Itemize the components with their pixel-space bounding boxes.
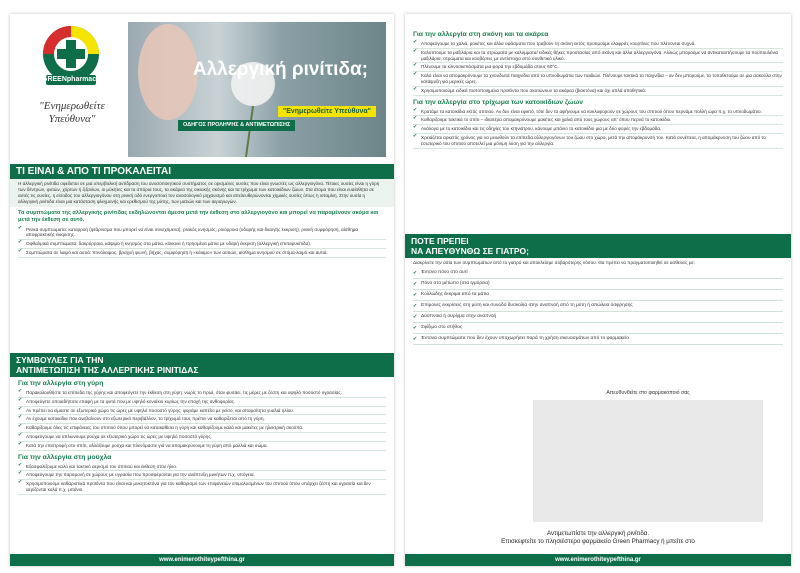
list-item: ✔ Καλύπτουμε τα μαξιλάρια και τα στρώματα με καλύμματα/ ειδικές θήκες προστασίας από σκόνη και άλλα αλλεργιογόνα. Αλλιώς μπορούμε να αντικαταστήσουμε τα πουπουλένια μαξιλάρια, στρώματα και κουβέρτες με αντίστοιχα από συνθετικό υλικό. xyxy=(413,49,783,64)
guide-label: ΟΔΗΓΟΣ ΠΡΟΛΗΨΗΣ & ΑΝΤΙΜΕΤΩΠΙΣΗΣ xyxy=(178,120,295,131)
logo-text: GREENpharmacy xyxy=(42,76,100,83)
hero-banner xyxy=(128,22,386,157)
list-item: ✔ Εξασφαλίζουμε καλό και τακτικό αερισμό του σπιτιού και έκθεση στον ήλιο. xyxy=(18,463,386,472)
hero-badge: "Ενημερωθείτε Υπεύθυνα" xyxy=(278,106,376,117)
list-item: ✔ Αποφεύγουμε την παραμονή σε χώρους με υγρασία που προσφέρονται για την ανάπτυξη μυκήτων π.χ. υπόγεια. xyxy=(18,471,386,480)
list-item: ✔ Επίμονες εκκρίσεις στη μύτη και συνοδό δυσκολία στην αναπνοή από τη μύτη ή απώλεια όσφρησης xyxy=(413,301,783,312)
dust-heading: Για την αλλεργία στη σκόνη και τα ακάρεα xyxy=(413,31,549,38)
list-item: ✔ Πόνο στο μέτωπο (στα ιγμόρεια) xyxy=(413,279,783,290)
list-item: ✔ Χρησιμοποιούμε ειδικά πιστοποιημένα προϊόντα που σκοτώνουν τα ακάρεα (βιοκτόνα) και όχι απλά αποθητικά. xyxy=(413,87,783,96)
pollen-list xyxy=(10,389,394,451)
list-item: ✔ Έντονα συμπτώματα που δεν έχουν υποχωρήσει παρά τη χρήση σκευασμάτων από το φαρμακείο xyxy=(413,334,783,345)
list-item: ✔ Ρινικά συμπτώματα: καταρροή (φτάρνισμα που μπορεί να είναι συνεχόμενα), ρινικός κνησμός, ρινόρροια (υδαρής και διαυγής έκκριση), ρινική συμφόρηση, αίσθημα αποφρακτικής έκκρισης. xyxy=(18,226,386,241)
list-item: ✔ Οφθαλμικά συμπτώματα: δακρύρροια, κάψιμο ή κνησμός στα μάτια, κόκκινα ή πρησμένα μάτια με υδαρή έκκριση (αλλεργική επιπεφυκίτιδα). xyxy=(18,240,386,249)
list-item: ✔ Αν έχουμε κατοικίδια που ανεβαίνουν στο εξωτερικό περιβάλλον, το τρίχωμά τους πρέπει να καθαρίζεται από τη γύρη. xyxy=(18,415,386,424)
list-item: ✔ Αν πρέπει να είμαστε σε εξωτερικό χώρο τις ώρες με υψηλό ποσοστό γύρης, φοράμε καπέλο με γείσο, και απαραίτητα γυαλιά ηλίου. xyxy=(18,407,386,416)
hero-title: Αλλεργική ρινίτιδα; xyxy=(192,59,368,80)
footer-url[interactable]: www.enimerothiteypefthina.gr xyxy=(405,554,791,566)
doctor-heading: ΠΟΤΕ ΠΡΕΠΕΙ ΝΑ ΑΠΕΥΘΥΝΘΩ ΣΕ ΓΙΑΤΡΟ; xyxy=(405,234,791,258)
list-item: ✔ Έντονο πόνο στο αυτί xyxy=(413,268,783,279)
dandelion-illustration xyxy=(128,22,386,157)
pets-heading: Για την αλλεργία στο τρίχωμα των κατοικίδιων ζώων xyxy=(413,98,583,106)
pharmacy-stamp-box xyxy=(533,400,763,522)
list-item: ✔ Παρακολουθήστε τα επίπεδα της γύρης και αποφεύγετε την έκθεση στη γύρη: νωρίς το πρωί, όταν φυσάει, τις μέρες με ζέστη και υψηλό ποσοστό υγρασίας. xyxy=(18,389,386,398)
symptoms-heading: Τα συμπτώματα της αλλεργικής ρινίτιδας εκδηλώνονται άμεσα μετά την έκθεση στο αλλεργιογόνο και μπορεί να παραμένουν ακόμα και μετά την έκθεση σε αυτό. xyxy=(18,210,379,223)
pharmacy-label: Απευθυνθείτε στο φαρμακοποιό σας xyxy=(606,390,690,396)
footer-url[interactable]: www.enimerothiteypefthina.gr xyxy=(10,554,394,566)
advice-section xyxy=(10,353,394,495)
list-item: ✔ Δύσπνοια ή συρίγμα στην αναπνοή xyxy=(413,312,783,323)
pets-list xyxy=(405,108,791,149)
list-item: ✔ Αποφεύγετε οποιαδήποτε επαφή με τα φυτά που με υψηλό κονιάκιο κυρίως την εποχή της ανθοφορίας. xyxy=(18,398,386,407)
doctor-section xyxy=(405,234,791,345)
list-item: ✔ Καθαρίζουμε όλες τις επιφάνειες του σπιτιού όπου μπορεί να κατακαθίσει η γύρη και καθαρίζουμε καλά και μακέτες με ηλεκτρική σκούπα. xyxy=(18,424,386,433)
list-item: ✔ Χρειάζεται αρκετός χρόνος για να μειωθούν τα επίπεδα αλλεργιογόνων του ζώου στο χώρο, μετά την απομάκρυνσή του. Κατά συνέπεια, η απομάκρυνση του ζώου από το εσωτερικό του σπιτιού αποτελεί μια μόνιμη λύση για την αλλεργία. xyxy=(413,134,783,149)
list-item: ✔ Ανάλογα με το κατοικίδιο και τις οδηγίες του κτηνιάτρου, κάνουμε μπάνιο το κατοικίδιο μια με δύο φορές την εβδομάδα. xyxy=(413,125,783,134)
list-item: ✔ Κρατάμε τα κατοικίδια εκτός σπιτιού. Αν δεν είναι εφικτό, τότε δεν τα αφήνουμε να κυκλοφορούν σε χώρους του σπιτιού όπου περνάμε πολλή ώρα π.χ. το υπνοδωμάτιο. xyxy=(413,108,783,117)
pollen-heading: Για την αλλεργία στη γύρη xyxy=(18,380,104,387)
list-item: ✔ Πλένουμε τα κλινοσκεπάσματα μια φορά την εβδομάδα στους 60°C. xyxy=(413,63,783,72)
dust-section xyxy=(405,28,791,149)
right-page xyxy=(405,14,791,566)
advice-heading: ΣΥΜΒΟΥΛΕΣ ΓΙΑ ΤΗΝ ΑΝΤΙΜΕΤΩΠΙΣΗ ΤΗΣ ΑΛΛΕΡΓΙΚΗΣ ΡΙΝΙΤΙΔΑΣ xyxy=(10,353,394,377)
list-item: ✔ Καθαρίζουμε τακτικά το σπίτι – ιδιαιτέρα απομακρύνουμε μακέτες και χαλιά από τους χώρους απ' όπου περνά το κατοικίδιο. xyxy=(413,116,783,125)
list-item: ✔ Αποφεύγουμε τα χαλιά, μοκέτες και άλλα υφάσματα που τραβούν τη σκόνη εκτός προτιμούμε ελαφριές κουρτίνες που πλένονται συχνά. xyxy=(413,40,783,49)
mold-heading: Για την αλλεργία στη μούχλα xyxy=(18,453,112,461)
mold-list xyxy=(10,463,394,495)
doctor-list xyxy=(405,268,791,345)
dust-list xyxy=(405,40,791,96)
closing-text: Αντιμετωπίστε την αλλεργική ρινίτιδα. Επισκεφτείτε το πλησιέστερο φαρμακείο Green Pharmacy ή μπείτε στο xyxy=(501,530,695,545)
list-item: ✔ Αποφεύγουμε να απλώνουμε ρούχα σε εξωτερικό χώρο τις ώρες με υψηλό ποσοστό γύρης. xyxy=(18,433,386,442)
list-item: ✔ Κολλώδης έκκριμα από τα μάτια xyxy=(413,290,783,301)
what-section xyxy=(10,164,394,258)
left-page xyxy=(10,14,394,566)
list-item: ✔ Σφίξιμο στο στήθος xyxy=(413,323,783,334)
symptoms-list xyxy=(10,226,394,258)
tagline: "Ενημερωθείτε Υπεύθυνα" xyxy=(39,100,105,125)
green-pharmacy-logo xyxy=(32,24,110,94)
doctor-intro: Διακρίνετε την αιτία των συμπτωμάτων από το γιατρό και αποκλείσμε σοβαρότερης νόσου. Θα πρέπει να πραγματοποιηθεί σε ασθενείς με: xyxy=(413,260,695,265)
what-text: Η αλλεργική ρινίτιδα οφείλεται σε μια υπερβολική αντίδραση του ανοσοποιητικού συστήματος σε ορισμένες ουσίες που είναι γνωστές ως αλλεργιογόνα. Τέτοιες ουσίες είναι η γύρη των δέντρων, φυτών, χόρτων ή ζιζανίων, οι μύκητες και τα σπόρια τους, τα ακάρεα της οικιακής σκόνης και τα τρίχωμα των κατοικίδιων ζώων. Στα άτομα που είναι ευαίσθητα σε αυτές τις ουσίες, η είσοδος του αλλεργιογόνου στη ρινική οδό ενεργοποιεί τον ανοσολογικό μηχανισμό και απελευθερώνονται χημικές ουσίες όπως η ισταμίνη. Στην ουσία η αλλεργική ρινίτιδα είναι μια κατάσταση φλεγμονής και ερεθισμού της μύτης, των ματιών και των αεραγωγών. xyxy=(10,179,394,207)
list-item: ✔ Συμπτώματα σε λαιμό και αυτιά: πονόλαιμος, βραχνή φωνή, βήχας, συμφόρηση ή «κάιαμο» των αυτιών, αίσθημα κνησμού σε στόμα-λαιμό και αυτιά. xyxy=(18,249,386,258)
list-item: ✔ Καλό είναι να απομακρύνουμε τα χνουδωτά παιχνίδια από τα υπνοδωμάτια των παιδιών. Πλένουμε τακτικά τα παιχνίδια – αν δεν μπορούμε, τα τοποθετούμε σε μια σακούλα στην κατάψυξη για μερικές ώρες. xyxy=(413,72,783,87)
list-item: ✔ Κατά την επιστροφή στο σπίτι, αλλάζουμε ρούχα και πλενόμαστε για να απομακρύνουμε τη γύρη από μαλλιά και σώμα. xyxy=(18,442,386,451)
list-item: ✔ Χρησιμοποιούμε καθαριστικά προϊόντα που είναι και μυκητοκτόνα για τον καθαρισμό των επιφανειών επιμολυσμένων του σπιτιού όπου υπάρχει ζέστη και υγρασία και δεν αερίζονται καλά π.χ. μπάνιο. xyxy=(18,480,386,495)
what-heading: ΤΙ ΕΙΝΑΙ & ΑΠΟ ΤΙ ΠΡΟΚΑΛΕΙΤΑΙ xyxy=(10,164,394,179)
